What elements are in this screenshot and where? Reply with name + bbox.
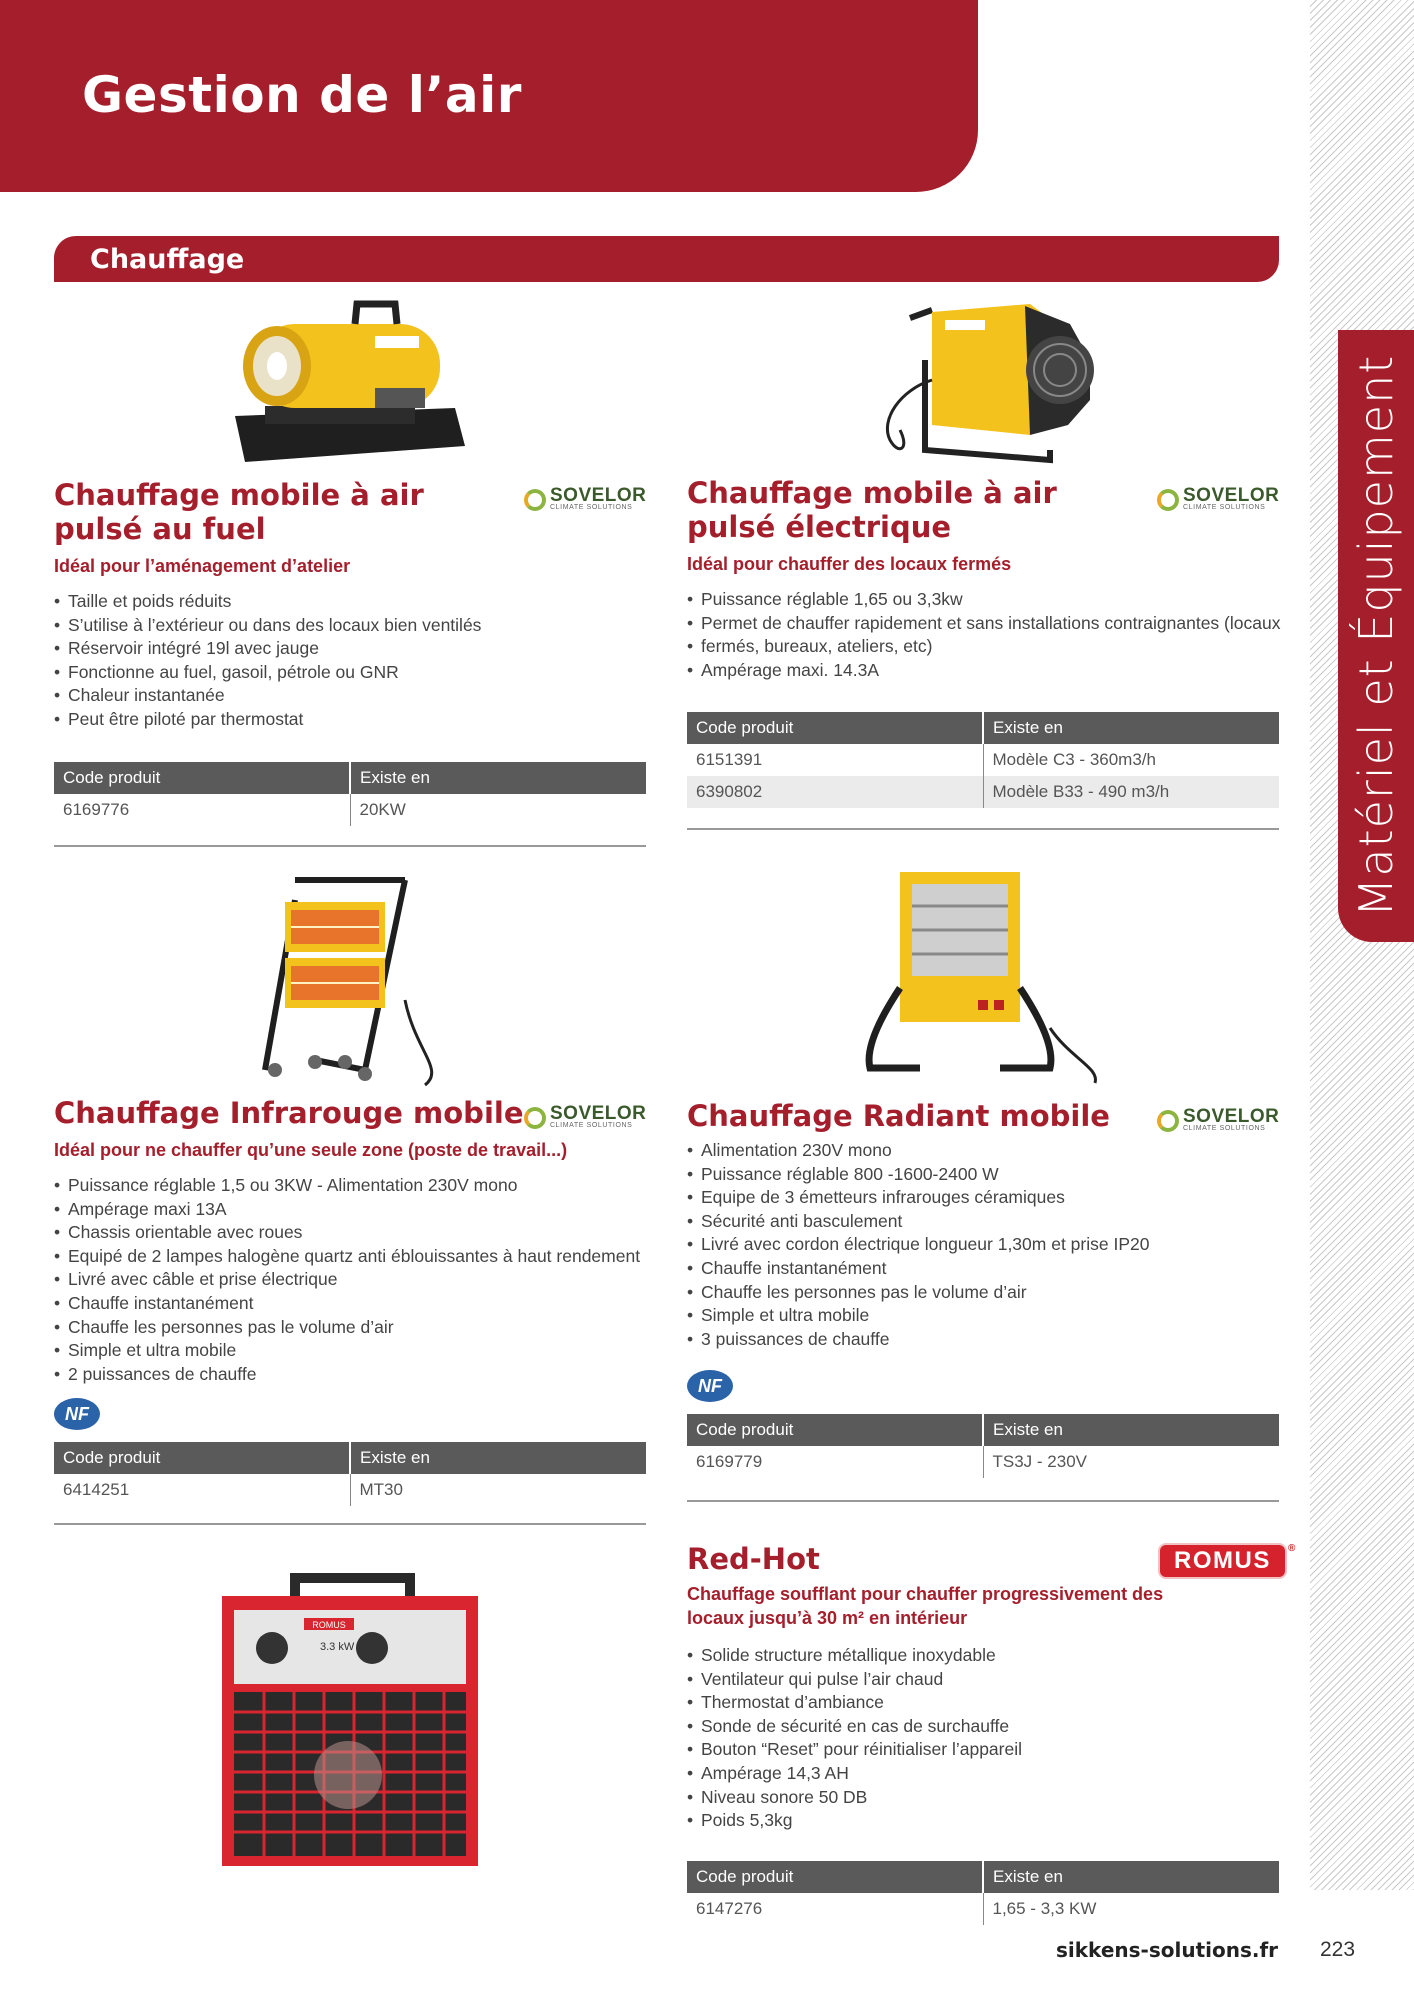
infrared-heater-image xyxy=(255,870,455,1092)
section-divider xyxy=(54,845,646,847)
product-code: 6390802 xyxy=(687,776,983,808)
feature-item: • Alimentation 230V mono xyxy=(687,1139,1287,1163)
product-code: 6147276 xyxy=(687,1893,983,1925)
code-header: Code produit xyxy=(687,712,983,744)
nf-certification-logo: NF xyxy=(687,1370,733,1402)
product-title-line: Chauffage Radiant mobile xyxy=(687,1099,1110,1133)
feature-item: • Peut être piloté par thermostat xyxy=(54,708,654,732)
product-infrared-heater xyxy=(54,1096,654,1386)
feature-item: • Sécurité anti basculement xyxy=(687,1210,1287,1234)
product-title xyxy=(687,1542,1287,1576)
product-radiant-heater xyxy=(687,1099,1287,1351)
feature-item: • Chauffe instantanément xyxy=(687,1257,1287,1281)
feature-item: • Ampérage maxi. 14.3A xyxy=(687,659,1287,683)
feature-item: • Chauffe les personnes pas le volume d’air xyxy=(54,1316,654,1340)
product-title-line: Chauffage mobile à air xyxy=(687,476,1057,510)
feature-item: • Chauffe instantanément xyxy=(54,1292,654,1316)
product-subtitle xyxy=(687,1582,1287,1630)
feature-item: • Livré avec cordon électrique longueur 1,30m et prise IP20 xyxy=(687,1233,1287,1257)
code-header: Code produit xyxy=(687,1861,983,1893)
feature-list xyxy=(54,590,654,732)
sovelor-name: SOVELOR xyxy=(1183,1106,1280,1127)
feature-item: • Bouton “Reset” pour réinitialiser l’appareil xyxy=(687,1738,1287,1762)
sovelor-name: SOVELOR xyxy=(1183,485,1280,506)
sovelor-name: SOVELOR xyxy=(550,1103,647,1124)
sovelor-tagline: CLIMATE SOLUTIONS xyxy=(1183,504,1266,511)
section-divider xyxy=(54,1523,646,1525)
feature-item: • Equipé de 2 lampes halogène quartz anti éblouissantes à haut rendement xyxy=(54,1245,654,1269)
product-code: 6414251 xyxy=(54,1474,350,1506)
feature-item-continuation: • fermés, bureaux, ateliers, etc) xyxy=(687,635,1287,659)
variant-header: Existe en xyxy=(983,712,1279,744)
feature-list xyxy=(54,1174,654,1386)
product-variant: Modèle B33 - 490 m3/h xyxy=(983,776,1279,808)
feature-item: • Taille et poids réduits xyxy=(54,590,654,614)
product-title-line: Chauffage Infrarouge mobile xyxy=(54,1096,524,1130)
product-variant: 1,65 - 3,3 KW xyxy=(992,1899,1097,1918)
feature-item: • Chaleur instantanée xyxy=(54,684,654,708)
product-title-line: pulsé au fuel xyxy=(54,512,266,546)
nf-certification-logo: NF xyxy=(54,1398,100,1430)
product-fuel-heater xyxy=(54,478,654,732)
feature-item: • Réservoir intégré 19l avec jauge xyxy=(54,637,654,661)
fuel-heater-image xyxy=(225,296,475,472)
product-title xyxy=(54,1096,654,1130)
variant-header: Existe en xyxy=(983,1414,1279,1446)
product-code-table xyxy=(54,762,646,826)
sovelor-tagline: CLIMATE SOLUTIONS xyxy=(550,504,633,511)
feature-item: • Simple et ultra mobile xyxy=(54,1339,654,1363)
feature-item: • Puissance réglable 800 -1600-2400 W xyxy=(687,1163,1287,1187)
section-divider xyxy=(687,828,1279,830)
product-title-line: Chauffage mobile à air xyxy=(54,478,424,512)
product-variant: 20KW xyxy=(359,800,406,819)
page-header xyxy=(0,0,978,192)
romus-registered-mark: ® xyxy=(1287,1543,1297,1554)
footer-website-link[interactable]: sikkens-solutions.fr xyxy=(1056,1938,1279,1962)
feature-item: • Niveau sonore 50 DB xyxy=(687,1786,1287,1810)
product-code-table xyxy=(54,1442,646,1506)
electric-heater-image xyxy=(870,300,1100,472)
feature-item: • Equipe de 3 émetteurs infrarouges céramiques xyxy=(687,1186,1287,1210)
product-variant: MT30 xyxy=(359,1480,403,1499)
variant-header: Existe en xyxy=(983,1861,1279,1893)
feature-item: • Thermostat d’ambiance xyxy=(687,1691,1287,1715)
feature-item: • Livré avec câble et prise électrique xyxy=(54,1268,654,1292)
feature-item: • 2 puissances de chauffe xyxy=(54,1363,654,1387)
product-code-table xyxy=(687,712,1279,808)
feature-item: • Fonctionne au fuel, gasoil, pétrole ou GNR xyxy=(54,661,654,685)
sovelor-name: SOVELOR xyxy=(550,485,647,506)
product-code: 6169779 xyxy=(687,1446,983,1478)
variant-header: Existe en xyxy=(350,1442,646,1474)
product-code-table xyxy=(687,1414,1279,1478)
feature-item: • Puissance réglable 1,5 ou 3KW - Alimentation 230V mono xyxy=(54,1174,654,1198)
feature-item: • S’utilise à l’extérieur ou dans des locaux bien ventilés xyxy=(54,614,654,638)
feature-item: • Solide structure métallique inoxydable xyxy=(687,1644,1287,1668)
red-fan-heater-image xyxy=(220,1570,480,1870)
variant-header: Existe en xyxy=(350,762,646,794)
section-header xyxy=(54,236,1279,282)
product-electric-heater xyxy=(687,476,1287,682)
code-header: Code produit xyxy=(54,1442,350,1474)
product-title-line: pulsé électrique xyxy=(687,510,952,544)
product-red-hot xyxy=(687,1542,1287,1833)
product-subtitle-line: Chauffage soufflant pour chauffer progressivement des xyxy=(687,1584,1164,1604)
feature-item: • Ampérage 14,3 AH xyxy=(687,1762,1287,1786)
product-title xyxy=(687,476,1287,544)
feature-item: • Puissance réglable 1,65 ou 3,3kw xyxy=(687,588,1287,612)
feature-item: • Poids 5,3kg xyxy=(687,1809,1287,1833)
side-category-tab[interactable] xyxy=(1338,330,1414,942)
product-code: 6169776 xyxy=(54,794,350,826)
side-hatch-decoration xyxy=(1310,0,1414,1890)
feature-item: • Chauffe les personnes pas le volume d’air xyxy=(687,1281,1287,1305)
product-title-line: Red-Hot xyxy=(687,1542,820,1576)
red-heater-power-label: 3.3 kW xyxy=(320,1641,355,1653)
product-variant: Modèle C3 - 360m3/h xyxy=(992,750,1156,769)
sovelor-tagline: CLIMATE SOLUTIONS xyxy=(550,1122,633,1129)
romus-name: ROMUS xyxy=(1174,1547,1271,1574)
product-variant: TS3J - 230V xyxy=(992,1452,1087,1471)
side-category-label: Matériel et Équipement xyxy=(1349,354,1403,918)
feature-item: • Sonde de sécurité en cas de surchauffe xyxy=(687,1715,1287,1739)
product-code: 6151391 xyxy=(687,744,983,776)
code-header: Code produit xyxy=(687,1414,983,1446)
feature-item: • Simple et ultra mobile xyxy=(687,1304,1287,1328)
feature-item: • Ampérage maxi 13A xyxy=(54,1198,654,1222)
sovelor-tagline: CLIMATE SOLUTIONS xyxy=(1183,1125,1266,1132)
feature-item: • Chassis orientable avec roues xyxy=(54,1221,654,1245)
product-subtitle: Idéal pour chauffer des locaux fermés xyxy=(687,554,1012,574)
product-subtitle: Idéal pour ne chauffer qu’une seule zone (poste de travail...) xyxy=(54,1140,568,1160)
feature-item: • Ventilateur qui pulse l’air chaud xyxy=(687,1668,1287,1692)
feature-item: • 3 puissances de chauffe xyxy=(687,1328,1287,1352)
product-subtitle: Idéal pour l’aménagement d’atelier xyxy=(54,556,351,576)
product-subtitle-line: locaux jusqu’à 30 m² en intérieur xyxy=(687,1608,968,1628)
code-header: Code produit xyxy=(54,762,350,794)
page-number: 223 xyxy=(1320,1938,1356,1961)
page-title: Gestion de l’air xyxy=(82,66,522,124)
feature-list xyxy=(687,1644,1287,1833)
product-code-table xyxy=(687,1861,1279,1925)
feature-list xyxy=(687,1139,1287,1351)
red-heater-brand-label: ROMUS xyxy=(312,1620,346,1630)
product-title xyxy=(687,1099,1287,1133)
feature-item: • Permet de chauffer rapidement et sans installations contraignantes (locaux xyxy=(687,612,1287,636)
radiant-heater-image xyxy=(860,868,1110,1092)
feature-list xyxy=(687,588,1287,682)
section-title: Chauffage xyxy=(90,244,245,275)
section-divider xyxy=(687,1500,1279,1502)
product-title xyxy=(54,478,654,546)
